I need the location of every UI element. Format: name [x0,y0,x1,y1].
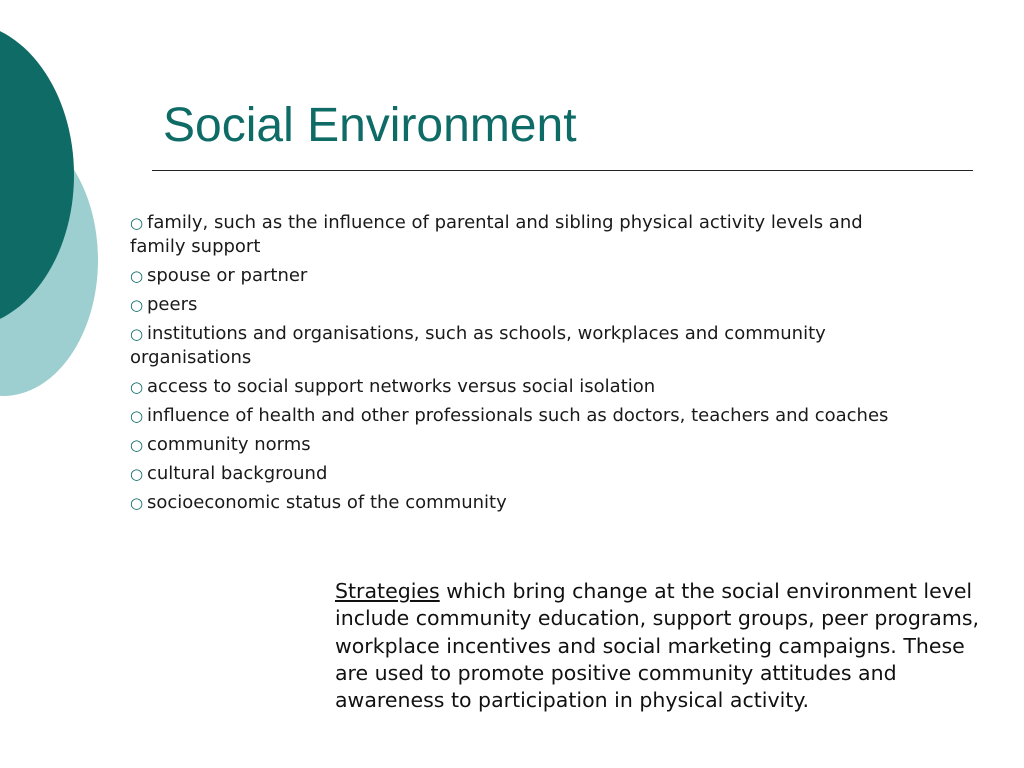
hollow-circle-icon: ○ [130,267,144,285]
bullet-text: institutions and organisations, such as schools, workplaces and community organisations [130,323,826,368]
bullet-text: community norms [147,434,311,455]
bullet-text: spouse or partner [147,265,308,286]
title-divider [152,170,973,171]
hollow-circle-icon: ○ [130,325,144,343]
strategy-paragraph [335,578,1003,714]
strategy-text: which bring change at the social environment level include community education, support groups, peer programs, workplace incentives and social marketing campaigns. These are used to promote positive community attitudes and awareness to participation in physical activity. [335,579,980,713]
bullet-text: cultural background [147,463,328,484]
hollow-circle-icon: ○ [130,378,144,396]
strategies-link[interactable]: Strategies [335,579,440,603]
list-item [130,491,910,515]
bullet-list [130,211,910,520]
hollow-circle-icon: ○ [130,465,144,483]
list-item [130,462,910,486]
list-item [130,375,910,399]
hollow-circle-icon: ○ [130,494,144,512]
bullet-text: socioeconomic status of the community [147,492,507,513]
bullet-text: access to social support networks versus social isolation [147,376,656,397]
list-item [130,433,910,457]
bullet-text: peers [147,294,198,315]
hollow-circle-icon: ○ [130,214,144,232]
list-item [130,293,910,317]
bullet-text: influence of health and other professionals such as doctors, teachers and coaches [147,405,889,426]
bullet-text: family, such as the influence of parental and sibling physical activity levels and family support [130,212,863,257]
hollow-circle-icon: ○ [130,296,144,314]
list-item [130,211,910,259]
hollow-circle-icon: ○ [130,407,144,425]
hollow-circle-icon: ○ [130,436,144,454]
slide-title: Social Environment [163,99,577,152]
list-item [130,264,910,288]
list-item [130,404,910,428]
list-item [130,322,910,370]
